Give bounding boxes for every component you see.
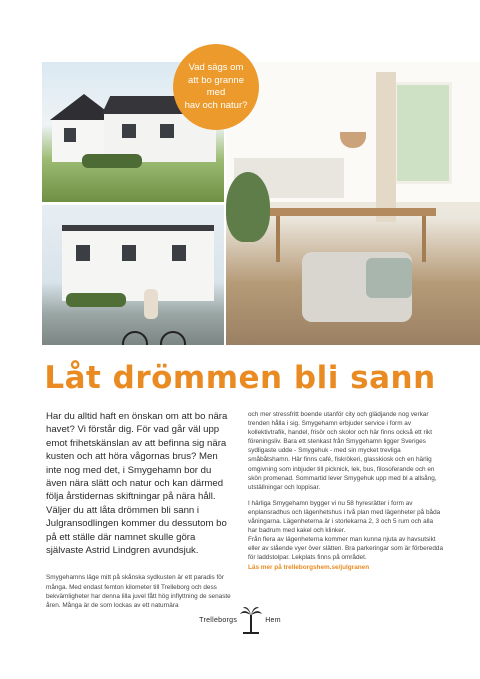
window: [160, 124, 174, 138]
dining-table: [266, 208, 436, 216]
trelleborgshem-logo: [0, 605, 480, 635]
bicycle-wheel: [160, 331, 186, 345]
body-paragraph: Från flera av lägenheterna kommer man kunna njuta av havsutsikt eller av slående vyer över slätten. Bra parkeringar som är förberedda för laddstolpar. Lekplats finns på området.: [248, 536, 444, 562]
curtain: [376, 72, 396, 222]
badge-text: att bo granne med: [188, 74, 244, 98]
photo-collage: [42, 62, 480, 345]
left-column: [46, 410, 234, 610]
table-leg: [422, 216, 426, 262]
house-wall: [62, 231, 214, 301]
body-paragraph: Smygehamns läge mitt på skånska sydkusten är ett paradis för många. Med endast femton kilometer till Trelleborg och dess bekvämligheter har denna lilla juvel fått hög inflyttning de senaste åren. Många är de som lockas av ett naturnära: [46, 574, 231, 609]
window: [64, 128, 76, 142]
bicycle-wheel: [122, 331, 148, 345]
logo-text-left: Trelleborgs: [199, 616, 238, 624]
hedge: [66, 293, 126, 307]
body-paragraph: I härliga Smygehamn bygger vi nu 58 hyresrätter i form av enplansradhus och lägenhetshus i två plan med lägenheter på båda våningarna. Lägenheterna är i storlekarna 2, 3 och 5 rum och alla har badrum med kakel och klinker.: [248, 499, 441, 535]
window: [122, 245, 136, 261]
logo-text-right: Hem: [265, 616, 281, 624]
window: [394, 82, 452, 184]
plant: [226, 172, 270, 242]
window: [76, 245, 90, 261]
read-more-link[interactable]: Läs mer på trelleborgshem.se/julgranen: [248, 563, 370, 571]
table-leg: [276, 216, 280, 262]
badge-text: hav och natur?: [184, 99, 248, 111]
headline: Låt drömmen bli sann: [44, 360, 436, 396]
throw-blanket: [366, 258, 412, 298]
hedge: [82, 154, 142, 168]
body-paragraph: och mer stressfritt boende utanför city och glädjande nog verkar trenden hålla i sig. Smygehamn erbjuder service i form av kollektivtrafik, handel, frisör och skolor och här finns också ett rikt föreningsliv. Bara ett stenkast från Smygehamn ligger Sveriges sydligaste udde - Smygehuk - med sin mycket trevliga småbåtshamn. Här finns café, fiskrökeri, glasskiosk och en härlig omgivning som inbjuder till picknick, lek, bus, filosoferande och en skön promenad. Sommartid lever Smygehuk upp med bl a allsång, utställningar och loppisar.: [248, 411, 437, 491]
roof-edge: [62, 225, 214, 231]
interior-photo: [226, 62, 480, 345]
cyclist: [144, 289, 158, 319]
window: [122, 124, 136, 138]
badge-circle: [173, 44, 259, 130]
house-photo-2: [42, 205, 224, 345]
window: [172, 245, 186, 261]
palm-icon: [240, 605, 262, 635]
lead-paragraph: Har du alltid haft en önskan om att bo nära havet? Vi förstår dig. För vad går väl upp emot frihetskänslan av att befinna sig nära kusten och att höra vågornas brus? Men inte nog med det, i Smygehamn bor du även nära slätt och natur och kan därmed följa årstidernas skiftningar på nära håll. Väljer du att låta drömmen bli sann i Julgransodlingen kommer du dessutom bo på ett ställe där namnet skulle göra självaste Astrid Lindgren avundsjuk.: [46, 411, 228, 557]
badge-text: Vad sägs om: [188, 62, 244, 73]
right-column: [248, 410, 444, 572]
